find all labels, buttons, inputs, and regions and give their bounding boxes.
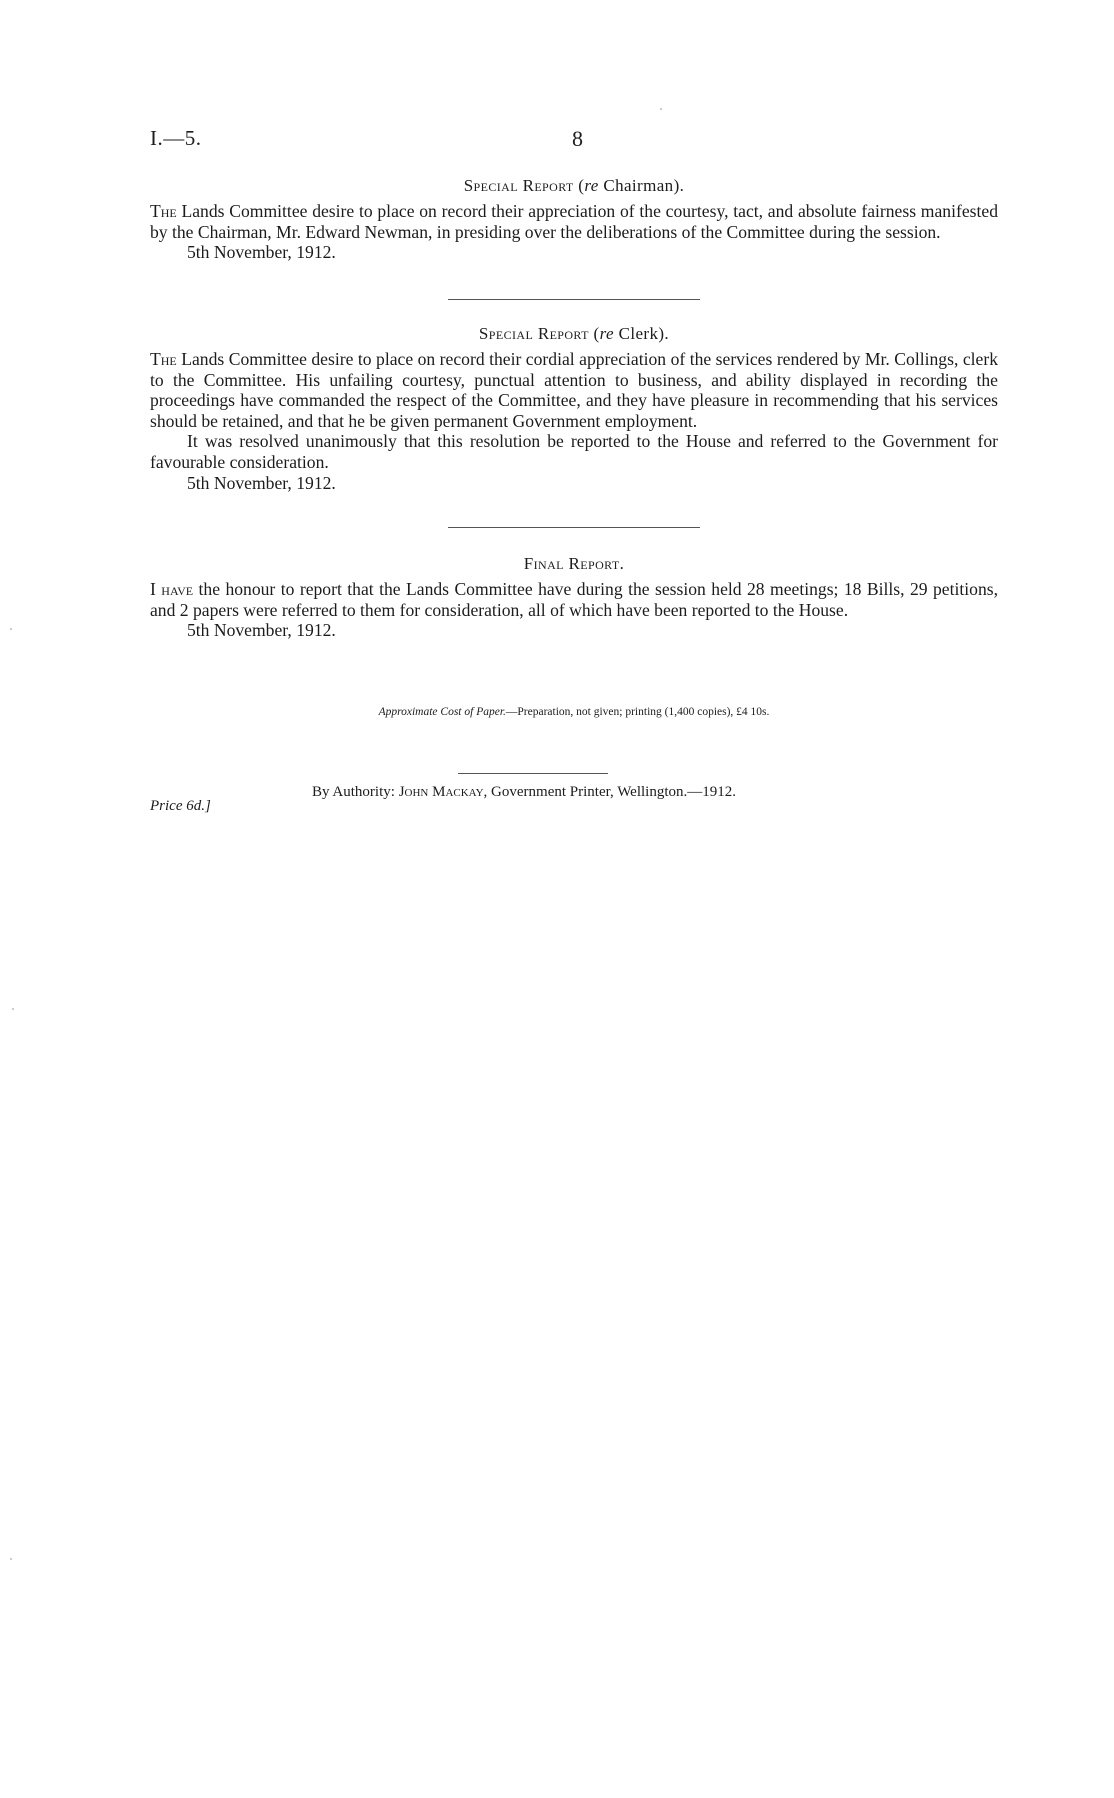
date-line: 5th November, 1912. [187,242,336,263]
approximate-cost [150,706,998,718]
authority-prefix: By Authority: [312,784,399,800]
divider [448,299,700,300]
footer-divider [458,773,608,774]
lead-word: The [150,349,177,369]
scan-speck [12,1008,14,1010]
lead-word: have [155,579,194,599]
heading-special-report-clerk: Special Report (re Clerk). [478,324,670,343]
paragraph-chairman [150,201,998,263]
heading-italic: re [584,176,599,195]
scan-speck [660,108,662,110]
paragraph-final-report [150,579,998,641]
printer-authority [312,784,736,801]
printer-name: John Mackay [398,784,484,800]
page-number: 8 [572,126,583,151]
scan-speck [10,1558,12,1560]
resolution-paragraph: It was resolved unanimously that this resolution be reported to the House and referred to the Government for favourable consideration. [150,431,998,472]
paragraph-text: Lands Committee desire to place on record their cordial appreciation of the services rendered by Mr. Collings, clerk to the Committee. His unfailing courtesy, punctual attention to business, and ability displayed in recording the proceedings have commanded the respect of the Committee, and they have pleasure in recommending that his services should be retained, and that he be given permanent Government employment. [150,349,998,431]
authority-suffix: , Government Printer, Wellington.—1912. [483,784,737,800]
cost-text: —Preparation, not given; printing (1,400 copies), £4 10s. [505,706,770,718]
heading-suffix: Chairman). [603,176,685,195]
heading-final-report: Final Report. [523,554,625,573]
heading-italic: re [599,324,614,343]
paper-reference: I.—5. [150,126,202,150]
price: Price 6d.] [150,798,211,814]
heading-text: Special Report [478,324,589,343]
paragraph-text: Lands Committee desire to place on record their appreciation of the courtesy, tact, and absolute fairness manifested by the Chairman, Mr. Edward Newman, in presiding over the deliberations of the Committee during the session. [150,201,998,242]
scan-speck [10,628,12,630]
lead-word: The [150,201,177,221]
heading-suffix: Clerk). [618,324,670,343]
date-line: 5th November, 1912. [187,620,336,641]
cost-label: Approximate Cost of Paper. [378,706,506,718]
heading-text: Special Report [463,176,574,195]
divider [448,527,700,528]
lead-letter: I [150,579,156,599]
heading-special-report-chairman: Special Report (re Chairman). [463,176,685,195]
date-line: 5th November, 1912. [187,472,336,493]
paragraph-text: the honour to report that the Lands Committee have during the session held 28 meetings; 18 Bills, 29 petitions, and 2 papers were referred to them for consideration, all of which have been reported to the House. [150,579,998,620]
paragraph-clerk [150,349,998,493]
